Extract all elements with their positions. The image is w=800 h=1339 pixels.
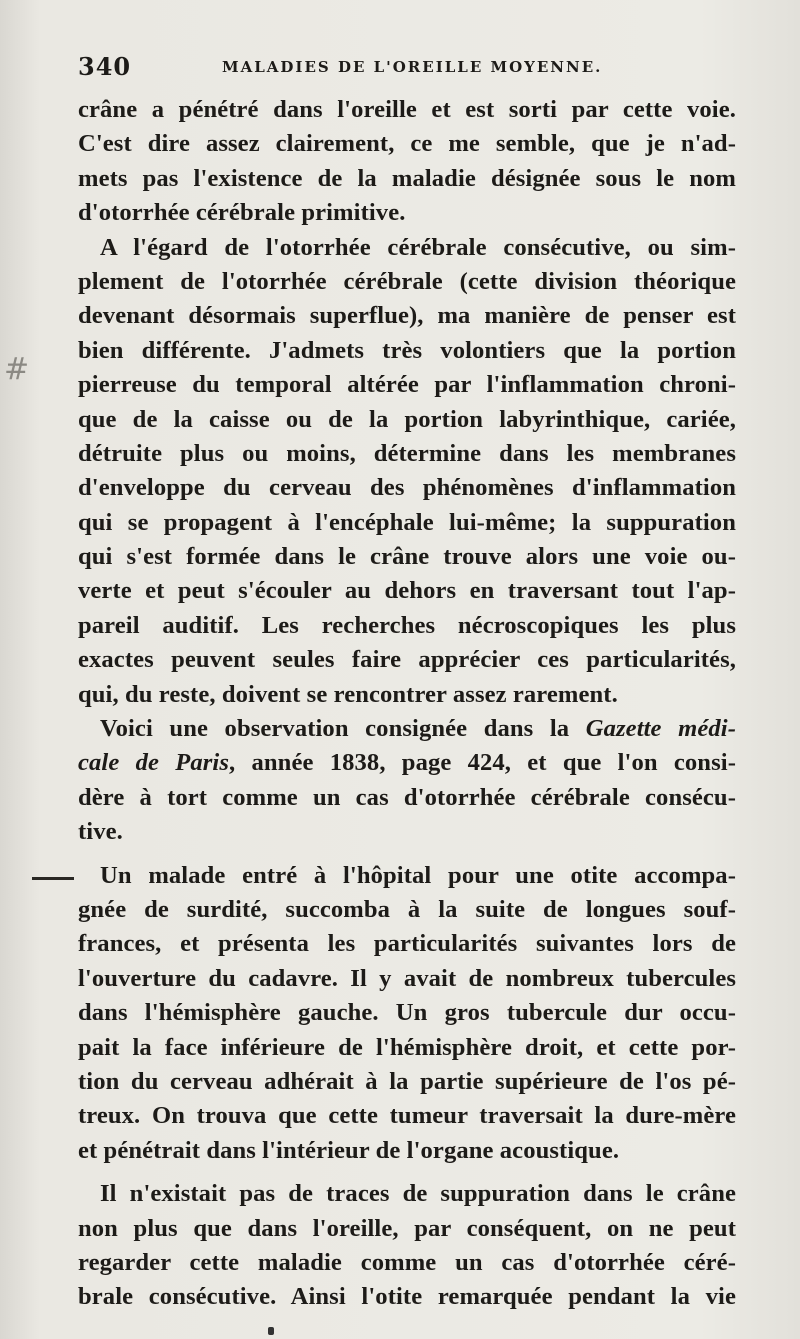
text-line: C'est dire assez clairement, ce me semble, que je n'ad- [78,130,736,158]
text-line: pareil auditif. Les recherches nécroscopiques les plus [78,611,736,639]
journal-title-part: cale de Paris [78,749,230,777]
text-line: qui s'est formée dans le crâne trouve alors une voie ou- [78,543,736,571]
text-line: treux. On trouva que cette tumeur traversait la dure-mère [78,1102,736,1130]
text-line: verte et peut s'écouler au dehors en traversant tout l'ap- [78,577,736,605]
body-text [78,93,736,1315]
text-line: mets pas l'existence de la maladie désignée sous le nom [78,164,736,192]
text-line: d'otorrhée cérébrale primitive. [78,199,406,227]
paragraph-5 [78,1177,736,1315]
paragraph-1 [78,93,736,231]
paragraph-2 [78,231,736,712]
journal-title-part: Gazette médi- [585,715,736,743]
paragraph-gap [78,850,736,859]
text-line: crâne a pénétré dans l'oreille et est sorti par cette voie. [78,96,736,123]
text-line: regarder cette maladie comme un cas d'otorrhée céré- [78,1248,736,1276]
text-line: exactes peuvent seules faire apprécier ces particularités, [78,646,736,674]
text-line: Voici une observation consignée dans la Gazette médi- [100,715,736,743]
text-line: pierreuse du temporal altérée par l'inflammation chroni- [78,371,736,399]
text-line: Un malade entré à l'hôpital pour une otite accompa- [100,861,736,889]
text-line: brale consécutive. Ainsi l'otite remarquée pendant la vie [78,1283,736,1311]
text-line: non plus que dans l'oreille, par conséquent, on ne peut [78,1214,736,1242]
text-line: plement de l'otorrhée cérébrale (cette division théorique [78,267,736,295]
text-line: tion du cerveau adhérait à la partie supérieure de l'os pé- [78,1067,736,1095]
running-title: MALADIES DE L'OREILLE MOYENNE. [222,58,603,76]
paragraph-3 [78,712,736,850]
text-line: l'ouverture du cadavre. Il y avait de nombreux tubercules [78,964,736,992]
text-line: bien différente. J'admets très volontiers que la portion [78,336,736,364]
text-line: détruite plus ou moins, détermine dans les membranes [78,439,736,467]
text-line: dans l'hémisphère gauche. Un gros tubercule dur occu- [78,999,736,1027]
margin-hash-mark: # [4,352,30,387]
paragraph-4 [78,859,736,1169]
text-line: qui, du reste, doivent se rencontrer assez rarement. [78,680,618,708]
text-line: frances, et présenta les particularités suivantes lors de [78,930,736,958]
ink-speck [268,1327,274,1335]
text-line: A l'égard de l'otorrhée cérébrale consécutive, ou sim- [100,233,736,261]
text-line: que de la caisse ou de la portion labyrinthique, cariée, [78,405,736,433]
text-line: gnée de surdité, succomba à la suite de longues souf- [78,895,736,923]
text-line: tive. [78,818,123,846]
paragraph-gap [78,1168,736,1177]
text-line: qui se propagent à l'encéphale lui-même; la suppuration [78,508,736,536]
text-line: d'enveloppe du cerveau des phénomènes d'inflammation [78,474,736,502]
margin-dash-mark [32,877,74,880]
text-line: Il n'existait pas de traces de suppuration dans le crâne [100,1180,736,1208]
text-line: et pénétrait dans l'intérieur de l'organe acoustique. [78,1136,620,1164]
page-number: 340 [78,52,132,81]
text-line: cale de Paris, année 1838, page 424, et que l'on consi- [78,749,736,777]
page-header [78,52,738,86]
text-line: dère à tort comme un cas d'otorrhée cérébrale consécu- [78,783,736,811]
text-line: devenant désormais superflue), ma manière de penser est [78,302,736,330]
text-line: pait la face inférieure de l'hémisphère droit, et cette por- [78,1033,736,1061]
